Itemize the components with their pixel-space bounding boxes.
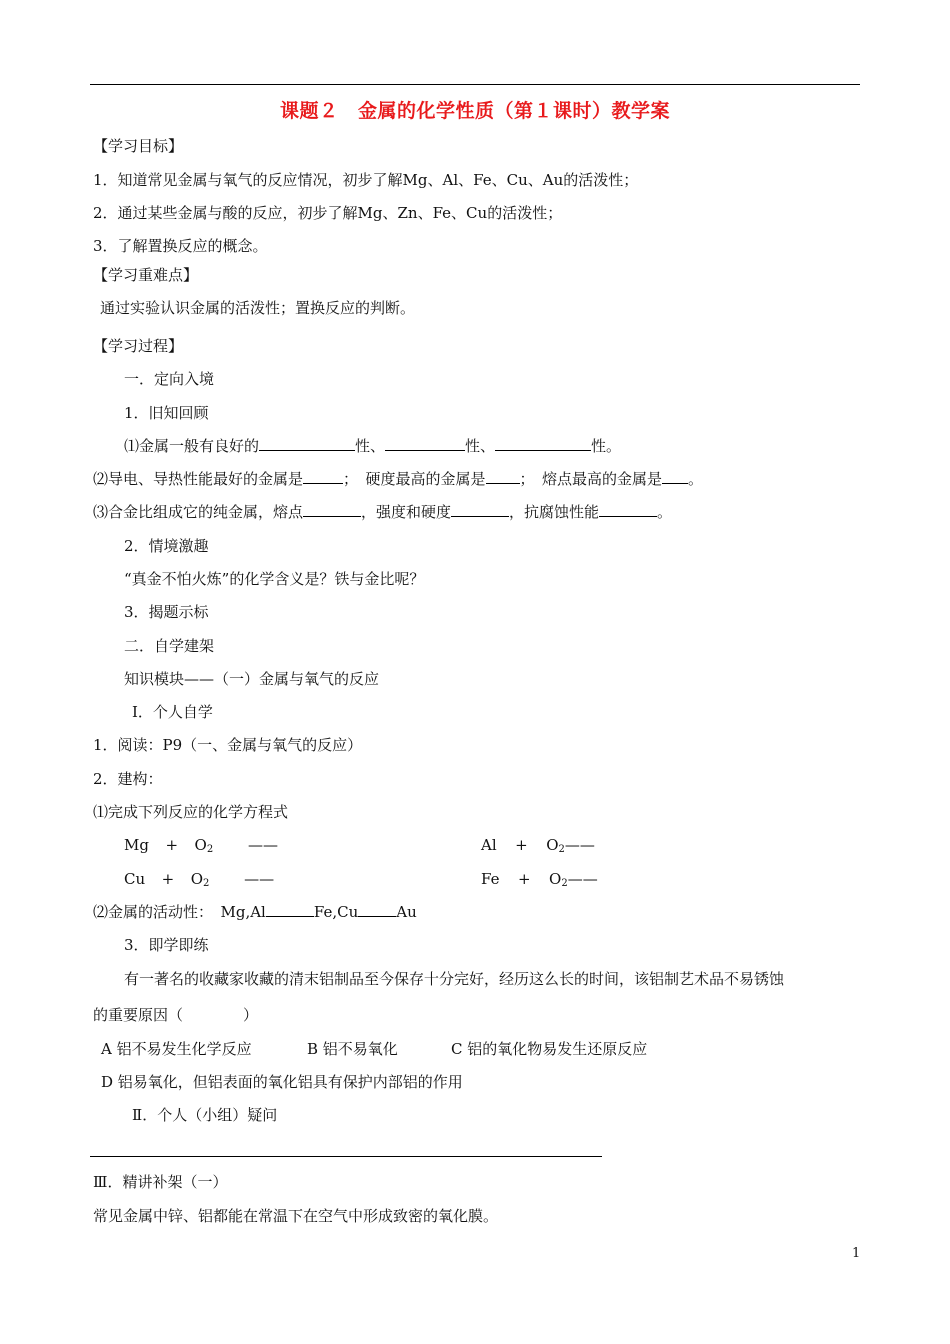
blank-field[interactable] bbox=[495, 436, 591, 451]
review-heading: 1．旧知回顾 bbox=[124, 404, 209, 422]
plus-sign: + bbox=[515, 836, 528, 854]
plus-sign: + bbox=[165, 836, 179, 854]
practice-question-line2: 的重要原因（ ） bbox=[93, 1006, 259, 1024]
option-a: A 铝不易发生化学反应 bbox=[101, 1040, 252, 1058]
option-c: C 铝的氧化物易发生还原反应 bbox=[451, 1040, 648, 1058]
blank-field[interactable] bbox=[303, 502, 361, 517]
plus-sign: + bbox=[161, 870, 175, 888]
blank-field[interactable] bbox=[266, 902, 314, 917]
scene-heading: 2．情境激趣 bbox=[124, 537, 209, 555]
reaction-dash: —— bbox=[248, 836, 278, 854]
practice-question-line1: 有一著名的收藏家收藏的清末铝制品至今保存十分完好，经历这么长的时间，该铝制艺术品不易锈蚀 bbox=[124, 970, 785, 988]
plus-sign: + bbox=[517, 870, 531, 888]
keypoints-heading: 【学习重难点】 bbox=[93, 266, 199, 284]
equation-fe bbox=[481, 869, 598, 894]
blank-field[interactable] bbox=[486, 469, 520, 484]
build-heading: 2．建构： bbox=[93, 770, 163, 788]
blank-field[interactable] bbox=[451, 502, 509, 517]
goal-1: 1．知道常见金属与氧气的反应情况，初步了解Mg、Al、Fe、Cu、Au的活泼性； bbox=[93, 171, 639, 189]
subscript: 2 bbox=[203, 878, 210, 889]
equation-mg bbox=[124, 835, 278, 860]
subscript: 2 bbox=[206, 844, 214, 855]
practice-heading: 3．即学即练 bbox=[124, 936, 209, 954]
reaction-dash: —— bbox=[244, 870, 275, 888]
module-heading: 知识模块——（一）金属与氧气的反应 bbox=[124, 670, 380, 688]
goals-heading: 【学习目标】 bbox=[93, 137, 184, 155]
metal-symbol: Mg bbox=[124, 836, 149, 854]
q2-text: 。 bbox=[688, 470, 704, 488]
subscript: 2 bbox=[558, 844, 565, 855]
scene-text: “真金不怕火炼”的化学含义是？铁与金比呢？ bbox=[124, 570, 425, 588]
q1-text: 性、 bbox=[465, 437, 496, 455]
part-two-heading: 二．自学建架 bbox=[124, 637, 215, 655]
q2-text: ⑵导电、导热性能最好的金属是 bbox=[93, 470, 304, 488]
q1-text: ⑴金属一般有良好的 bbox=[124, 437, 260, 455]
q1-text: 性、 bbox=[355, 437, 386, 455]
activity-order bbox=[93, 902, 417, 922]
q3-text: ，抗腐蚀性能 bbox=[509, 503, 600, 521]
reaction-dash: —— bbox=[567, 870, 598, 888]
equations-intro: ⑴完成下列反应的化学方程式 bbox=[93, 803, 289, 821]
blank-field[interactable] bbox=[385, 436, 465, 451]
page-number: 1 bbox=[852, 1246, 861, 1261]
question-1 bbox=[124, 436, 621, 456]
oxygen-symbol: O bbox=[190, 870, 204, 888]
oxygen-symbol: O bbox=[194, 836, 207, 854]
q3-text: ，强度和硬度 bbox=[361, 503, 452, 521]
equation-al bbox=[481, 835, 595, 860]
blank-field[interactable] bbox=[259, 436, 355, 451]
activity-text: ⑵金属的活动性： Mg,Al bbox=[93, 903, 266, 921]
subscript: 2 bbox=[561, 878, 568, 889]
q2-text: ； 硬度最高的金属是 bbox=[343, 470, 486, 488]
goal-2: 2．通过某些金属与酸的反应，初步了解Mg、Zn、Fe、Cu的活泼性； bbox=[93, 204, 563, 222]
goal-3: 3．了解置换反应的概念。 bbox=[93, 237, 268, 255]
blank-field[interactable] bbox=[303, 469, 343, 484]
metal-symbol: Fe bbox=[481, 870, 500, 888]
reveal-heading: 3．揭题示标 bbox=[124, 603, 209, 621]
option-d: D 铝易氧化，但铝表面的氧化铝具有保护内部铝的作用 bbox=[101, 1073, 463, 1091]
q2-text: ； 熔点最高的金属是 bbox=[519, 470, 663, 488]
blank-field[interactable] bbox=[662, 469, 688, 484]
section-divider bbox=[90, 1156, 602, 1157]
activity-text: Fe,Cu bbox=[313, 903, 359, 921]
oxygen-symbol: O bbox=[546, 836, 559, 854]
metal-symbol: Cu bbox=[124, 870, 146, 888]
question-heading: Ⅱ．个人（小组）疑问 bbox=[132, 1106, 278, 1124]
process-heading: 【学习过程】 bbox=[93, 337, 184, 355]
q3-text: ⑶合金比组成它的纯金属，熔点 bbox=[93, 503, 304, 521]
q1-text: 性。 bbox=[591, 437, 622, 455]
option-b: B 铝不易氧化 bbox=[307, 1040, 398, 1058]
metal-symbol: Al bbox=[481, 836, 497, 854]
blank-field[interactable] bbox=[358, 902, 396, 917]
supplement-text: 常见金属中锌、铝都能在常温下在空气中形成致密的氧化膜。 bbox=[93, 1207, 499, 1225]
activity-text: Au bbox=[396, 903, 417, 921]
page-title: 课题２ 金属的化学性质（第１课时）教学案 bbox=[279, 100, 670, 122]
part-one-heading: 一．定向入境 bbox=[124, 370, 215, 388]
supplement-heading: Ⅲ．精讲补架（一） bbox=[93, 1173, 228, 1191]
q3-text: 。 bbox=[657, 503, 673, 521]
blank-field[interactable] bbox=[599, 502, 657, 517]
question-3 bbox=[93, 502, 672, 522]
header-rule bbox=[90, 84, 860, 85]
self-study-heading: Ⅰ．个人自学 bbox=[132, 703, 213, 721]
reaction-dash: —— bbox=[564, 836, 595, 854]
keypoints-text: 通过实验认识金属的活泼性；置换反应的判断。 bbox=[100, 299, 416, 317]
equation-cu bbox=[124, 869, 274, 894]
question-2 bbox=[93, 469, 703, 489]
read-instruction: 1．阅读：P9（一、金属与氧气的反应） bbox=[93, 736, 363, 754]
oxygen-symbol: O bbox=[549, 870, 562, 888]
